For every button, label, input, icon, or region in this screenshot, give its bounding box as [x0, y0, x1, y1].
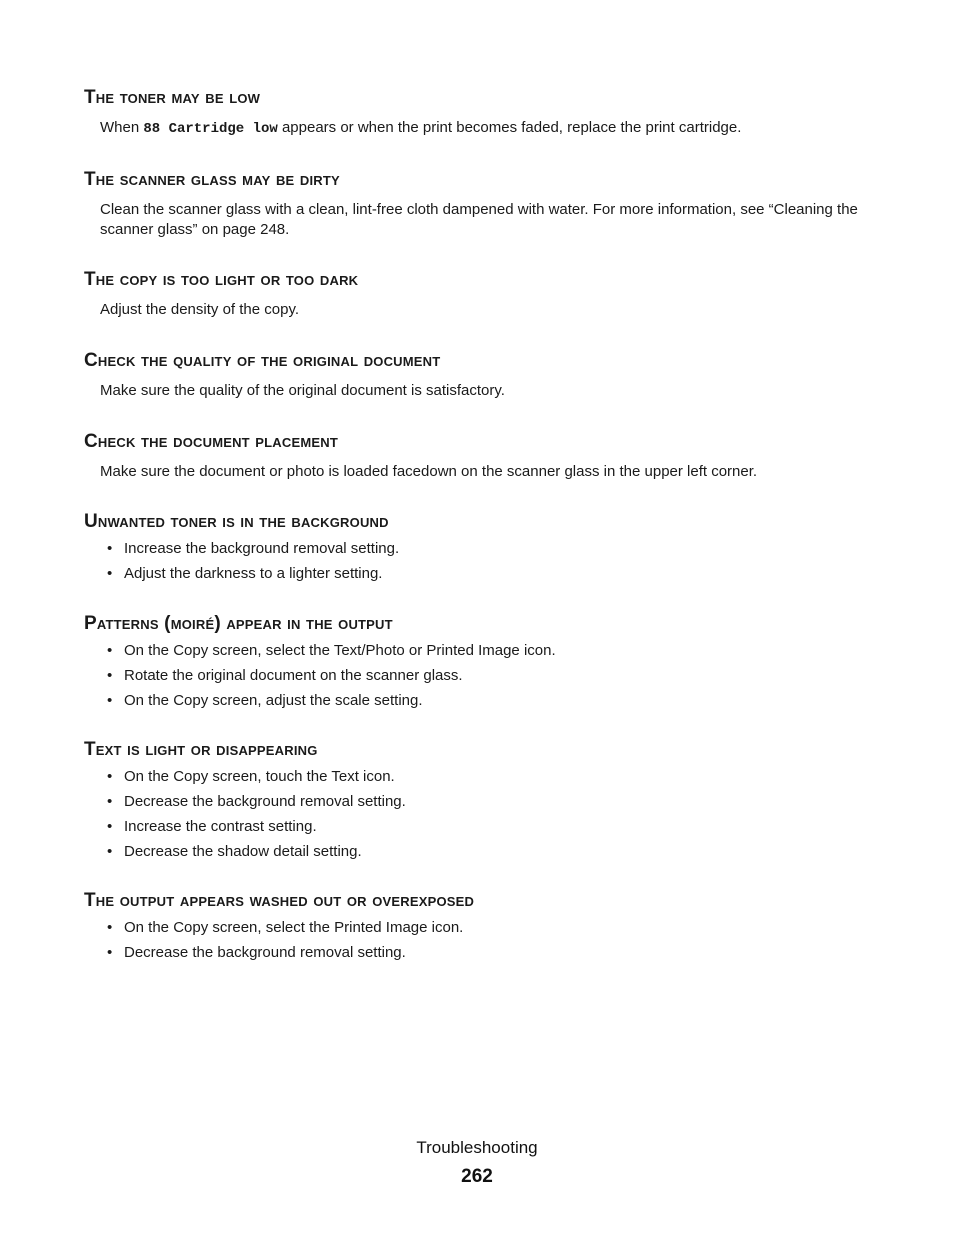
bullet-list [84, 918, 874, 968]
list-item-text: On the Copy screen, select the Printed Image icon. [124, 919, 464, 936]
list-item [84, 666, 874, 691]
list-item [84, 792, 874, 817]
section-heading: Text is light or disappearing [84, 739, 318, 760]
section-heading: Check the document placement [84, 431, 338, 452]
section-text-light [84, 739, 874, 867]
list-item-text: On the Copy screen, select the Text/Photo or Printed Image icon. [124, 642, 556, 659]
bullet-icon: • [107, 692, 113, 709]
list-item [84, 943, 874, 968]
section-heading: The toner may be low [84, 87, 261, 108]
bullet-icon: • [107, 843, 113, 860]
bullet-icon: • [107, 919, 113, 936]
section-paragraph: Make sure the document or photo is loaded facedown on the scanner glass in the upper left corner. [100, 463, 758, 480]
bullet-icon: • [107, 944, 113, 961]
bullet-list [84, 539, 874, 589]
list-item-text: Increase the contrast setting. [124, 818, 317, 835]
section-unwanted-toner [84, 511, 874, 589]
list-item-text: Adjust the darkness to a lighter setting. [124, 565, 383, 582]
bullet-icon: • [107, 642, 113, 659]
page-number: 262 [461, 1166, 493, 1187]
list-item [84, 767, 874, 792]
footer-section-label: Troubleshooting [416, 1138, 538, 1157]
list-item [84, 918, 874, 943]
list-item-text: On the Copy screen, touch the Text icon. [124, 768, 395, 785]
list-item [84, 564, 874, 589]
section-heading: Unwanted toner is in the background [84, 511, 389, 532]
list-item-text: Decrease the shadow detail setting. [124, 843, 362, 860]
section-check-placement [84, 431, 874, 482]
list-item-text: Increase the background removal setting. [124, 540, 400, 557]
list-item-text: Decrease the background removal setting. [124, 944, 406, 961]
paragraph-text: When [100, 119, 144, 136]
paragraph-text: appears or when the print becomes faded, replace the print cartridge. [277, 119, 742, 136]
bullet-icon: • [107, 768, 113, 785]
bullet-list [84, 641, 874, 716]
section-scanner-glass-dirty [84, 169, 874, 240]
list-item [84, 691, 874, 716]
list-item [84, 817, 874, 842]
list-item-text: On the Copy screen, adjust the scale setting. [124, 692, 423, 709]
section-heading: The output appears washed out or overexposed [84, 890, 475, 911]
list-item [84, 641, 874, 666]
section-heading: Patterns (moiré) appear in the output [84, 613, 393, 634]
list-item [84, 842, 874, 867]
list-item-text: Rotate the original document on the scanner glass. [124, 667, 463, 684]
section-paragraph: Adjust the density of the copy. [100, 301, 300, 318]
section-paragraph: Make sure the quality of the original document is satisfactory. [100, 382, 505, 399]
code-message: 88 Cartridge low [143, 121, 278, 137]
bullet-list [84, 767, 874, 867]
bullet-icon: • [107, 793, 113, 810]
section-heading: Check the quality of the original document [84, 350, 441, 371]
bullet-icon: • [107, 565, 113, 582]
section-paragraph [100, 118, 874, 139]
list-item-text: Decrease the background removal setting. [124, 793, 406, 810]
bullet-icon: • [107, 540, 113, 557]
section-toner-low [84, 87, 874, 139]
section-heading: The scanner glass may be dirty [84, 169, 340, 190]
section-paragraph: Clean the scanner glass with a clean, lint-free cloth dampened with water. For more information, see “Cleaning the scanner glass” on page 248. [100, 201, 858, 238]
list-item [84, 539, 874, 564]
section-heading: The copy is too light or too dark [84, 269, 359, 290]
bullet-icon: • [107, 667, 113, 684]
section-washed-out [84, 890, 874, 968]
section-patterns-moire [84, 613, 874, 716]
bullet-icon: • [107, 818, 113, 835]
section-check-quality [84, 350, 874, 401]
section-copy-too-light-dark [84, 269, 874, 320]
